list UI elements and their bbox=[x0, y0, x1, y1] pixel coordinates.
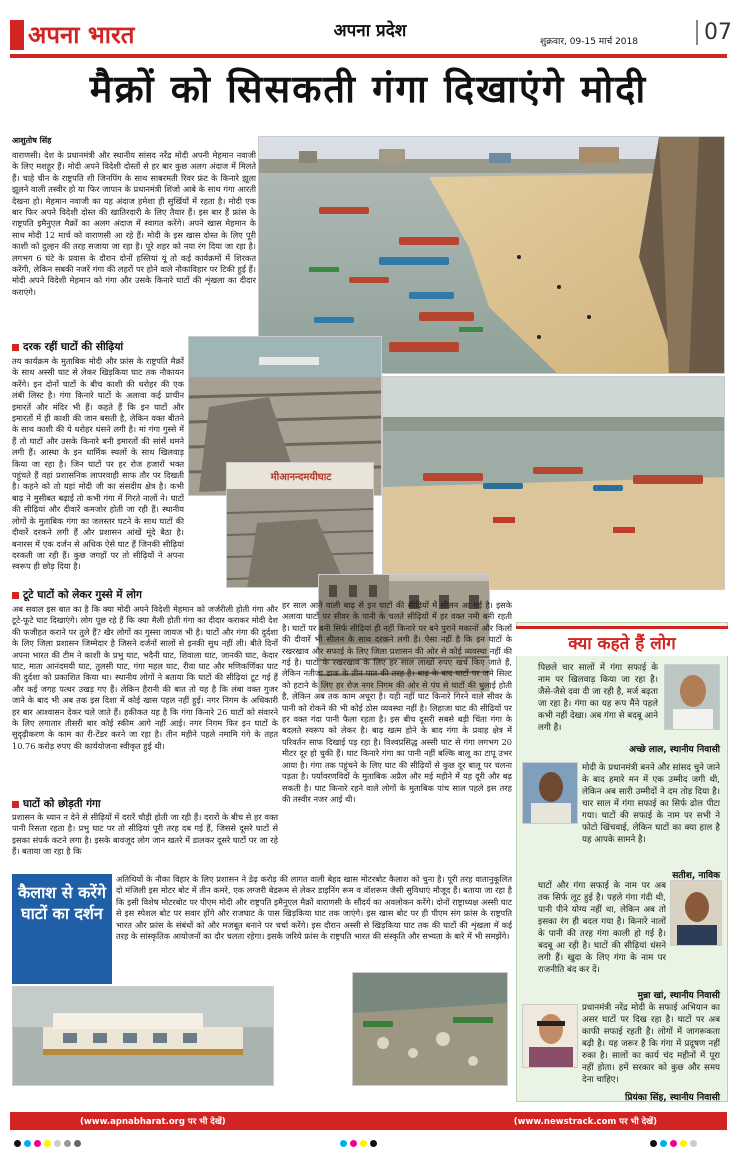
registration-dot-icon bbox=[24, 1140, 31, 1147]
intro-text: वाराणसी। देश के प्रधानमंत्री और स्थानीय सांसद नरेंद्र मोदी अपनी मेहमान नवाजी के लिए मशहूर हैं। मोदी अपने विदेशी दोस्तों से हर बार कुछ अलग अंदाज में मिलते हैं। चाहे चीन के राष्ट्रपति शी जिनपिंग के साथ साबरमती रिवर फ्रंट के किनारे झूला झूलने वाली तस्वीर हो या फिर जापान के प्रधानमंत्री शिंजो आबे के साथ गंगा आरती देखना हो। मेहमान नवाजी का यह अंदाज हमेशा ही सुर्खियों में रहता है। मोदी एक बार फिर अपने विदेशी दोस्त की खातिरदारी के लिए तैयार हैं। इस बार हैं फ्रांस के राष्ट्रपति इमैनुएल मैक्रों का अलग अंदाज में स्वागत करेंगे। अपने खास मेहमान के साथ मोदी 12 मार्च को वाराणसी आ रहे हैं। मोदी के इस खास दोस्त के लिए पूरी काशी को दुल्हन की तरह सजाया जा रहा है। पूरे शहर को नया रंग दिया जा रहा है। लगभग 6 घंटे के प्रवास के दौरान दोनों हस्तियां यूं तो कई कार्यक्रमों में शिरकत करेंगी, लेकिन सबकी नजरें गंगा की लहरों पर होने वाले नौकाविहार पर टिकी हुई हैं। मोदी अपने विदेशी मेहमान को गंगा और उसके किनारे घाटों की शृंखला का दीदार कराएंगे। bbox=[12, 150, 256, 297]
logo: अपना भारत bbox=[28, 21, 135, 49]
opinion-2-text: मोदी के प्रधानमंत्री बनने और सांसद चुने जाने के बाद हमारे मन में एक उम्मीद जगी थी, लेकिन अब सारी उम्मीदों ने दम तोड़ दिया है। चार साल में गंगा सफाई का सिर्फ ढोल पीटा गया। घाटों की सफाई के नाम पर सभी ने फोटो खिंचवाई, लेकिन घाटों का क्या हाल है यह आपके सामने है। bbox=[582, 763, 720, 845]
footer-link-right[interactable]: (www.newstrack.com पर भी देखें) bbox=[513, 1116, 657, 1127]
subheading-2-text: टूटे घाटों को लेकर गुस्से में लोग bbox=[23, 589, 142, 601]
ghat-sign-photo bbox=[226, 462, 374, 588]
bullet-square-icon bbox=[12, 592, 19, 599]
opinion-1-text: पिछले चार सालों में गंगा सफाई के नाम पर खिलवाड़ किया जा रहा है। जैसे-जैसे दवा दी जा रही है, मर्ज बढ़ता जा रहा है। गंगा का यह रूप मैंने पहले कभी नहीं देखा। अब गंगा से बदबू आने लगी है। bbox=[538, 663, 658, 733]
registration-dot-icon bbox=[44, 1140, 51, 1147]
registration-marks-left bbox=[14, 1140, 84, 1147]
kailash-box-text: कैलाश से करेंगे घाटों का दर्शन bbox=[18, 883, 106, 923]
kailash-boat-photo bbox=[12, 986, 274, 1086]
registration-dot-icon bbox=[64, 1140, 71, 1147]
opinions-title-bar bbox=[516, 626, 728, 656]
opinion-3-name: मुन्ना खां, स्थानीय निवासी bbox=[637, 991, 720, 1001]
section-2-right-text: हर साल आने वाली बाढ़ से इन घाटों की सीढ़ियों में सीलन आ गई है। इसके अलावा घाटों पर सीवर के पानी के चलते सीढ़ियों में हर वक्त नमी बनी रहती है। घाटों पर बनी सिर्फ सीढ़ियां ही नहीं किनारे पर बने पुराने मकानों और किलों की दीवारें भी सीलन के साथ दरकने लगी हैं। ऐसा नहीं है कि इन घाटों के रखरखाव और सफाई के लिए जिला प्रशासन की ओर से कोई व्यवस्था नहीं की गई है। घाटों के रखरखाव के लिए हर साल लाखों रुपए खर्च किए जाते हैं, लेकिन नतीजा ढाक के तीन पात की तरह है। बाढ़ के बाद घाटों पर जमे सिल्ट को हटाने के लिए हर रोज नगर निगम की ओर से पंप से घाटों की धुलाई होती है, लेकिन अब तक काम अधूरा है। यही नहीं घाट किनारे गिरने वाले सीवर के पानी को रोकने की भी कोई ठोस व्यवस्था नहीं है। लिहाजा घाट की सीढ़ियों पर हर वक्त गंदा पानी फैला रहता है। इस बीच दूसरी सबसे बड़ी चिंता गंगा के बदलते स्वरूप को लेकर है। बाढ़ खत्म होने के बाद गंगा के प्रवाह क्षेत्र में परिवर्तन साफ दिखाई पड़ रहा है। विश्वप्रसिद्ध अस्सी घाट से गंगा लगभग 20 मीटर दूर हो चुकी हैं। घाट किनारे गंगा का पानी नहीं बल्कि बालू का टापू उभर आया है। गंगा तक पहुंचने के लिए घाट की सीढ़ियों से कुछ दूर बालू पर चलना पड़ता है। पर्यावरणविदों के मुताबिक अप्रैल और मई महीने में यह दूरी और बढ़ सकती है। घाट किनारे रहने वाले लोगों के मुताबिक पांच साल पहले इस तरह की तस्वीर नजर आई थी। bbox=[282, 600, 512, 804]
byline: आशुतोष सिंह bbox=[12, 136, 52, 145]
footer-bar bbox=[10, 1112, 727, 1130]
subheading-3 bbox=[12, 797, 101, 811]
subheading-1 bbox=[12, 340, 123, 354]
subheading-1-text: दरक रहीं घाटों की सीढ़ियां bbox=[23, 341, 124, 353]
registration-dot-icon bbox=[74, 1140, 81, 1147]
registration-dot-icon bbox=[14, 1140, 21, 1147]
section-3-text: प्रशासन के ध्यान न देने से सीढ़ियों में दरारें चौड़ी होती जा रही हैं। दरारों के बीच से हर वक्त पानी रिसता रहता है। प्रभु घाट पर तो सीढ़ियां पूरी तरह दब गई हैं, जिससे दूसरे घाटों से इसका संपर्क कटने लगा है। इसके बावजूद लोग जान खतरे में डालकर दूसरे घाटों पर जा रहे हैं। बताया जा रहा है कि bbox=[12, 812, 278, 857]
riverbank-photo bbox=[382, 376, 725, 590]
section-title: अपना प्रदेश bbox=[333, 21, 407, 41]
bullet-square-icon bbox=[12, 801, 19, 808]
registration-dot-icon bbox=[350, 1140, 357, 1147]
section-2-text: अब सवाल इस बात का है कि क्या मोदी अपने विदेशी मेहमान को जर्जरीली होती गंगा और टूटे-फूटे घाट दिखाएंगे। लोग पूछ रहे हैं कि क्या मैली होती गंगा का दीदार कराकर मोदी देश की फजीहत कराने पर तुले हैं? खैर लोगों का गुस्सा जायज भी है। घाटों और गंगा की दुर्दशा के लिए जिला प्रशासन जिम्मेदार है जिसने दर्जनों सालों से इनकी सुध नहीं ली। बीते दिनों अपना भारत की टीम ने काशी के प्रभु घाट, भदैनी घाट, शिवाला घाट, जानकी घाट, केदार घाट, माता आनंदमयी घाट, तुलसी घाट, गंगा महल घाट, रीवा घाट और मणिकर्णिका घाट की दुर्दशा को प्रकाशित किया था। स्थानीय लोगों ने बताया कि घाटों की सीढ़ियां टूट गई हैं और कई जगह पत्थर उखड़ गए हैं। लेकिन हैरानी की बात तो यह है कि लंबा वक्त गुजर जाने के बाद भी अब तक इस दिशा में कोई खास पहल नहीं हुई। नगर निगम के अधिकारी हर बार आश्वासन देकर चले जाते हैं। हकीकत यह है कि गंगा किनारे 26 घाटों को संवारने के लिए लगातार तीसरी बार कोई स्कीम आगे नहीं आई। नगर निगम फिर इन घाटों के सुदृढ़ीकरण के काम का री-टेंडर करने जा रहा है। तीन महीने पहले नमामि गंगे के तहत 10.76 करोड़ रुपए की कार्ययोजना स्वीकृत हुई थी। bbox=[12, 604, 278, 751]
subheading-3-text: घाटों को छोड़ती गंगा bbox=[23, 798, 101, 810]
polluted-ghat-photo bbox=[352, 972, 508, 1086]
registration-dot-icon bbox=[360, 1140, 367, 1147]
opinion-2-name: सतीश, नाविक bbox=[672, 871, 720, 881]
ghat-sign: मीआनन्दमयीघाट bbox=[270, 472, 332, 483]
opinion-1-avatar bbox=[664, 664, 720, 730]
registration-dot-icon bbox=[34, 1140, 41, 1147]
registration-marks-center bbox=[340, 1140, 380, 1147]
section-4-text: अतिथियों के नौका विहार के लिए प्रशासन ने डेढ़ करोड़ की लागत वाली बेहद खास मोटरबोट कैलाश को चुना है। पूरी तरह वातानुकूलित दो मंजिली इस मोटर बोट में तीन कमरे, एक लग्जरी बेडरूम से लेकर डाइनिंग रूम व वॉशरूम जैसी सुविधाएं मौजूद हैं। बताया जा रहा है कि इसी विशेष मोटरबोट पर पीएम मोदी और राष्ट्रपति इमैनुएल मैक्रों वाराणसी के सौंदर्य का अवलोकन करेंगे। दोनों राष्ट्राध्यक्ष अस्सी घाट से इस स्पेशल बोट पर सवार होंगे और राजघाट के पास खिड़किया घाट तक जाएंगे। इस खास बोट पर ही पीएम संग फ्रांस के राष्ट्रपति भारत और फ्रांस के संबंधों को और मजबूत बनाने पर चर्चा करेंगे। इस दौरान अस्सी से खिड़किया घाट तक की घाटों की शृंखला में कई तरह के सांस्कृतिक आयोजनों का दौर चलता रहेगा। इसके जरिये फ्रांस के राष्ट्रपति भारत की संस्कृति और सभ्यता के बारे में भी समझेंगे। bbox=[116, 874, 512, 942]
masthead-rule bbox=[10, 54, 727, 58]
page-number: 07 bbox=[696, 20, 732, 45]
section-1-text: तय कार्यक्रम के मुताबिक मोदी और फ्रांस के राष्ट्रपति मैक्रों के साथ अस्सी घाट से लेकर खिड़किया घाट तक नौकायन करेंगे। इन दोनों घाटों के बीच काशी की धरोहर की एक लंबी लिस्ट है। गंगा किनारे घाटों के अलावा कई प्राचीन इमारतें और मंदिर भी हैं। कहते हैं कि इन घाटों और इमारतों में ही काशी की जान बसती है, लेकिन वक्त बीतने के साथ काशी की ये धरोहर धंसने लगी है। मां गंगा गुस्से में हैं तो घाटों और उसके किनारे बनी इमारतों की सांसें थमने लगी हैं। आस्था के इन धार्मिक स्थलों के साथ खिलवाड़ किया जा रहा है। जिन घाटों पर हर रोज हजारों भक्त पहुंचते हैं वहां प्रशासनिक लापरवाही साफ तौर पर दिखती है। कहने को तो यहां मोदी जी का संसदीय क्षेत्र है। कभी बाढ़ ने मुसीबत बढ़ाई तो कभी गंगा में गिरते नालों ने। घाटों की सीढ़ियां और दीवारें कमजोर होती जा रही हैं। स्थानीय लोगों के मुताबिक गंगा का जलस्तर घटने के साथ घाटों की दीवारें दरकने लगी हैं और प्रशासन आंखें मूंदे बैठा है। बनारस में एक दर्जन से अधिक ऐसे घाट हैं जिनकी सीढ़ियां दरकती जा रही हैं। कुछ जगहों पर तो सीढ़ियों ने अपना स्वरूप ही छोड़ दिया है। bbox=[12, 356, 184, 572]
footer-link-left[interactable]: (www.apnabharat.org पर भी देखें) bbox=[80, 1116, 226, 1127]
opinions-title: क्या कहते हैं लोग bbox=[568, 634, 676, 654]
registration-dot-icon bbox=[680, 1140, 687, 1147]
registration-dot-icon bbox=[650, 1140, 657, 1147]
registration-dot-icon bbox=[340, 1140, 347, 1147]
subheading-2 bbox=[12, 588, 142, 602]
issue-date: शुक्रवार, 09-15 मार्च 2018 bbox=[540, 37, 638, 47]
opinion-1-name: अच्छे लाल, स्थानीय निवासी bbox=[629, 745, 720, 755]
bullet-square-icon bbox=[12, 344, 19, 351]
registration-dot-icon bbox=[54, 1140, 61, 1147]
opinion-3-avatar bbox=[670, 880, 722, 946]
kailash-box bbox=[12, 874, 112, 984]
opinion-4-text: प्रधानमंत्री नरेंद्र मोदी के सफाई अभियान का असर घाटों पर दिख रहा है। घाटों पर अब काफी सफाई रहती है। लोगों में जागरूकता बढ़ी है। यह जरूर है कि गंगा में प्रदूषण नहीं रुका है। सालों का कार्य चंद महीनों में पूरा नहीं होता। हमें सरकार को कुछ और समय देना चाहिए। bbox=[582, 1003, 720, 1085]
registration-dot-icon bbox=[690, 1140, 697, 1147]
opinion-2-avatar bbox=[522, 762, 578, 824]
registration-marks-right bbox=[650, 1140, 700, 1147]
logo-mark-icon bbox=[10, 20, 24, 50]
headline: मैक्रों को सिसकती गंगा दिखाएंगे मोदी bbox=[89, 67, 648, 111]
registration-dot-icon bbox=[670, 1140, 677, 1147]
opinion-4-avatar bbox=[522, 1004, 578, 1068]
registration-dot-icon bbox=[370, 1140, 377, 1147]
opinion-3-text: घाटों और गंगा सफाई के नाम पर अब तक सिर्फ लूट हुई है। पहले गंगा गंदी थी, पानी पीने योग्य नहीं था, लेकिन अब तो इसका रंग ही बदल गया है। किनारे नालों के पानी की तरह गंगा काली हो गई है। बदबू आ रही है। घाटों की सीढ़ियां धंसने लगी हैं। खुदा के लिए गंगा के नाम पर राजनीति बंद कर दें। bbox=[538, 881, 666, 975]
opinion-4-name: प्रियंका सिंह, स्थानीय निवासी bbox=[625, 1093, 720, 1103]
masthead bbox=[10, 12, 732, 52]
registration-dot-icon bbox=[660, 1140, 667, 1147]
